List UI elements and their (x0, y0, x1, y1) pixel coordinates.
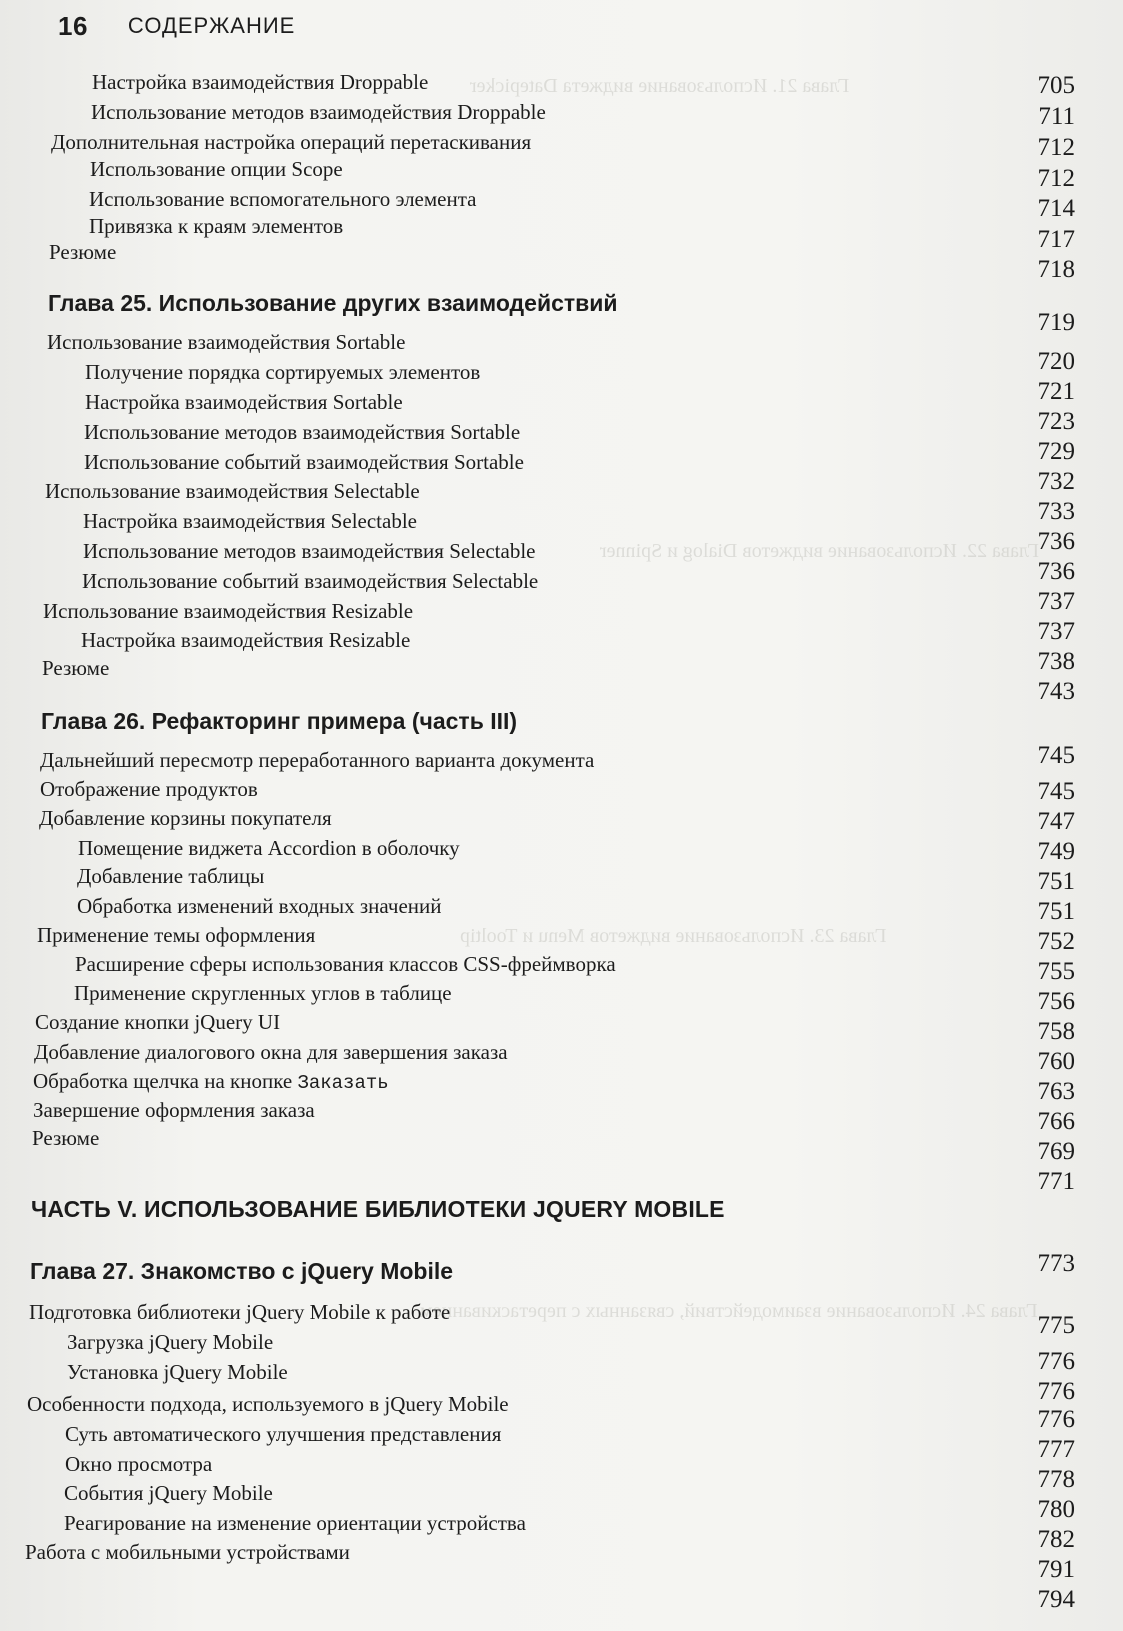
toc-page-number: 776 (1037, 1348, 1075, 1375)
toc-subentry: Использование методов взаимодействия Sortable (84, 420, 521, 444)
toc-page-number: 738 (1037, 648, 1075, 675)
toc-page-number: 749 (1037, 838, 1075, 865)
toc-page-number: 747 (1037, 808, 1075, 835)
toc-entry: Завершение оформления заказа (33, 1098, 315, 1122)
toc-page-number: 782 (1037, 1526, 1075, 1553)
toc-subentry: Настройка взаимодействия Sortable (85, 390, 403, 414)
toc-page-number: 737 (1037, 588, 1075, 615)
toc-subentry: Использование методов взаимодействия Droppable (91, 100, 546, 124)
toc-page-number: 737 (1037, 618, 1075, 645)
page-header (58, 6, 295, 46)
toc-page-number: 751 (1037, 898, 1075, 925)
toc-subentry: Привязка к краям элементов (89, 214, 344, 238)
toc-page-number: 752 (1037, 928, 1075, 955)
toc-entry: Отображение продуктов (40, 777, 258, 801)
toc-subentry: Добавление таблицы (77, 864, 265, 888)
toc-page-number: 766 (1037, 1108, 1075, 1135)
toc-page-number: 721 (1037, 378, 1075, 405)
toc-subentry: Суть автоматического улучшения представления (65, 1422, 502, 1446)
toc-entry: Особенности подхода, используемого в jQuery Mobile (27, 1392, 509, 1416)
toc-subentry: Применение скругленных углов в таблице (74, 981, 452, 1005)
page-number: 16 (58, 10, 88, 41)
toc-entry: Работа с мобильными устройствами (25, 1540, 350, 1564)
bleed-through-text: Глава 22. Использование виджетов Dialog и Spinner (600, 540, 1039, 562)
toc-page-number: 705 (1037, 72, 1075, 99)
toc-page-number: 733 (1037, 498, 1075, 525)
toc-page-number: 729 (1037, 438, 1075, 465)
bleed-through-text: Глава 24. Использование взаимодействий, связанных с перетаскиванием (420, 1300, 1038, 1322)
toc-page-number: 723 (1037, 408, 1075, 435)
toc-page-number: 763 (1037, 1078, 1075, 1105)
toc-page-number: 736 (1037, 558, 1075, 585)
part-title: ЧАСТЬ V. ИСПОЛЬЗОВАНИЕ БИБЛИОТЕКИ JQUERY MOBILE (31, 1196, 725, 1222)
toc-page-number: 751 (1037, 868, 1075, 895)
toc-entry: Создание кнопки jQuery UI (35, 1010, 281, 1034)
toc-entry: Резюме (49, 240, 117, 264)
toc-page-number: 743 (1037, 678, 1075, 705)
toc-page-number: 714 (1037, 195, 1075, 222)
toc-page-number: 778 (1037, 1466, 1075, 1493)
toc-subentry: События jQuery Mobile (64, 1481, 273, 1505)
toc-page-number: 745 (1037, 778, 1075, 805)
toc-page-number: 758 (1037, 1018, 1075, 1045)
toc-page-number: 712 (1037, 165, 1075, 192)
toc-page-number: 756 (1037, 988, 1075, 1015)
toc-entry: Добавление диалогового окна для завершения заказа (34, 1040, 508, 1064)
toc-entry: Добавление корзины покупателя (39, 806, 332, 830)
toc-entry: Дополнительная настройка операций перетаскивания (51, 130, 532, 154)
toc-page-number: 771 (1037, 1168, 1075, 1195)
toc-page-number: 720 (1037, 348, 1075, 375)
toc-page-number: 711 (1038, 103, 1075, 130)
toc-page-number: 775 (1037, 1312, 1075, 1339)
toc-page-number: 745 (1037, 742, 1075, 769)
toc-page-number: 791 (1037, 1556, 1075, 1583)
toc-subentry: Настройка взаимодействия Selectable (83, 509, 417, 533)
toc-entry: Подготовка библиотеки jQuery Mobile к работе (29, 1300, 451, 1324)
toc-subentry: Использование событий взаимодействия Selectable (82, 569, 539, 593)
toc-subentry: Помещение виджета Accordion в оболочку (78, 836, 460, 860)
toc-entry: Резюме (42, 656, 110, 680)
toc-subentry: Загрузка jQuery Mobile (67, 1330, 274, 1354)
toc-page-number: 777 (1037, 1436, 1075, 1463)
toc-page-number: 760 (1037, 1048, 1075, 1075)
toc-page-number: 755 (1037, 958, 1075, 985)
toc-entry: Резюме (32, 1126, 100, 1150)
toc-subentry: Настройка взаимодействия Resizable (81, 628, 411, 652)
toc-page-number: 776 (1037, 1378, 1075, 1405)
toc-subentry: Реагирование на изменение ориентации устройства (64, 1511, 526, 1535)
toc-entry: Использование взаимодействия Selectable (45, 479, 420, 503)
toc-entry: Применение темы оформления (37, 923, 316, 947)
bleed-through-text: Глава 23. Использование виджетов Menu и Tooltip (460, 925, 887, 947)
toc-page-number: 794 (1037, 1586, 1075, 1613)
toc-page-number: 717 (1037, 226, 1075, 253)
button-label-code: Заказать (297, 1072, 389, 1094)
toc-page-number: 776 (1037, 1406, 1075, 1433)
running-title: СОДЕРЖАНИЕ (127, 13, 296, 38)
bleed-through-text: Глава 21. Использование виджета Datepicker (470, 75, 850, 97)
toc-subentry: Использование событий взаимодействия Sortable (84, 450, 524, 474)
chapter-title: Глава 27. Знакомство с jQuery Mobile (30, 1258, 454, 1284)
chapter-title: Глава 26. Рефакторинг примера (часть III) (41, 708, 518, 734)
toc-entry: Дальнейший пересмотр переработанного варианта документа (40, 748, 595, 772)
toc-page-number: 769 (1037, 1138, 1075, 1165)
toc-page-number: 773 (1037, 1250, 1075, 1277)
toc-subentry: Установка jQuery Mobile (67, 1360, 288, 1384)
toc-subentry: Использование методов взаимодействия Selectable (83, 539, 536, 563)
toc-entry: Использование взаимодействия Sortable (47, 330, 406, 354)
toc-subentry: Настройка взаимодействия Droppable (92, 70, 429, 94)
toc-page-number: 719 (1037, 309, 1075, 336)
toc-subentry: Получение порядка сортируемых элементов (85, 360, 481, 384)
toc-entry: Обработка щелчка на кнопке Заказать (33, 1069, 389, 1094)
toc-page-number: 780 (1037, 1496, 1075, 1523)
toc-subentry: Обработка изменений входных значений (77, 894, 442, 918)
toc-entry: Использование взаимодействия Resizable (43, 599, 414, 623)
toc-subentry: Использование опции Scope (90, 157, 343, 181)
toc-page-number: 712 (1037, 134, 1075, 161)
toc-subentry: Окно просмотра (65, 1452, 213, 1476)
toc-subentry: Использование вспомогательного элемента (89, 187, 477, 211)
toc-subentry: Расширение сферы использования классов CSS-фреймворка (75, 952, 616, 976)
toc-page-number: 718 (1037, 256, 1075, 283)
toc-page-number: 736 (1037, 528, 1075, 555)
toc-page-number: 732 (1037, 468, 1075, 495)
chapter-title: Глава 25. Использование других взаимодействий (48, 290, 618, 316)
